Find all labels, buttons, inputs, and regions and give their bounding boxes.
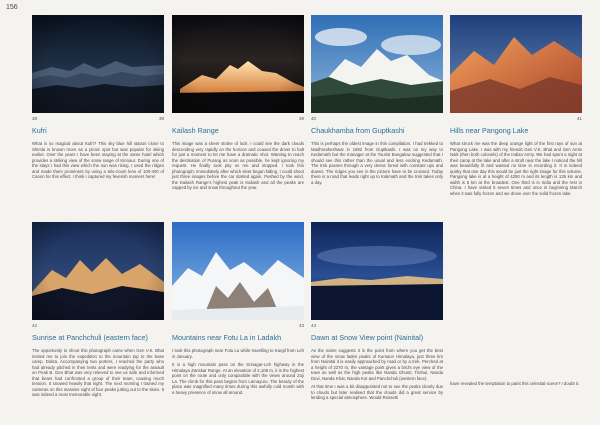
paragraph: The opportunity to shoot this photograph came when Gen V.K. Bhat invited me to join the expedition to the mountain top to the base camp. Dukta. Accompanying two porters, I reached the party who had already pitched in their tents and were readying for the assault on Peak B. Gen Bhat was very relieved to see us safe and informed that bears had confronted a group of their team, causing much tension. It snowed heavily that night. The next morning I trained my cameras on this massive sight of four peaks jutting out to the skies. It was indeed a most memorable sight. (32, 348, 164, 397)
photo-kailash (172, 15, 304, 113)
photo-entry-kailash (172, 15, 304, 191)
caption-row (311, 320, 443, 331)
photo-panchchuli (32, 222, 164, 320)
photo-number: 42 (32, 323, 38, 328)
paragraph: This image was a sheer stroke of luck. I could see the dark clouds descending very rapidly on the horizon and coaxed the driver to halt for just a moment to let me have a dramatic shot. Wanting to reach the destination of Purang as soon as possible, he kept ignoring my request. He finally took pity on me and stopped. I took this photograph; immediately after which sleet began falling. I could shoot just three images before the car started again. Pushed by the wind, the Kailash Range's highest peak is Kailash and all the peaks are capped by ice and snow throughout the year. (172, 141, 304, 190)
paragraph: I took this photograph near Fotu La while travelling to Kargil from Leh in January. (172, 348, 304, 359)
photo-description (311, 141, 443, 185)
pangong-image (450, 15, 582, 113)
photo-entry-chaukhamba (311, 15, 443, 185)
caption-row (450, 113, 582, 124)
photo-entry-kufri (32, 15, 164, 180)
photo-description (311, 348, 443, 401)
photo-description (172, 141, 304, 191)
paragraph: This is perhaps the oldest image in this compilation. I had trekked to Madhmaheshwar in 1982 from Guptkashi. I was on my way to Kedarnath but the manager at the Tourist Bungalow suggested that I should see this rather than the usual and less exciting Kedarnath. The trek passes through a very dense forest with constant ups and downs. The ridges you see in the picture have to be crossed. Today there is a road that leads right up to Kalimath and the trek takes only a day. (311, 141, 443, 185)
photo-title: Chaukhamba from Guptkashi (311, 126, 405, 135)
page-ref: 43 (298, 323, 304, 328)
photo-number: 38 (32, 116, 38, 121)
photo-fotu-la (172, 222, 304, 320)
photo-kufri (32, 15, 164, 113)
photo-entry-panchchuli (32, 222, 164, 398)
page-ref: 39 (298, 116, 304, 121)
photo-title: Mountains near Fotu La in Ladakh (172, 333, 282, 342)
caption-row (172, 320, 304, 331)
photo-title: Dawn at Snow View point (Nainital) (311, 333, 424, 342)
page-ref: 41 (576, 116, 582, 121)
photo-description (450, 141, 582, 196)
continuation-text: have revealed the temptation to paint this celestial scene? I doubt it. (450, 381, 580, 386)
fotu-la-image (172, 222, 304, 320)
caption-row (32, 320, 164, 331)
snow-view-image (311, 222, 443, 320)
caption-row (172, 113, 304, 124)
chaukhamba-image (311, 15, 443, 113)
photo-snow-view (311, 222, 443, 320)
photo-description (32, 348, 164, 398)
photo-entry-fotu-la (172, 222, 304, 395)
caption-row (311, 113, 443, 124)
photo-entry-pangong (450, 15, 582, 196)
page-ref: 39 (158, 116, 164, 121)
paragraph: As the name suggests it is the point from where you get the best view of the snow laden peaks of Kumaon Himalaya, just three km from Nainital it is easily approached by road or by a trek. Perched at a height of 2270 m, the vantage point gives a bird's eye view of the town as well as the high peaks like Nanda Ghunti, Trishul, Nanda Devi, Nanda Khat, Nanda Kot and Panchchuli (western face). (311, 348, 443, 381)
photo-title: Sunrise at Panchchuli (eastern face) (32, 333, 148, 342)
photo-number: 44 (311, 323, 317, 328)
photo-pangong (450, 15, 582, 113)
photo-description (32, 141, 164, 180)
caption-row (32, 113, 164, 124)
photo-number: 40 (311, 116, 317, 121)
paragraph: What struck me was the deep orange light of the first rays of sun at Pangong Lake. I was with my friends Gen V.K. Bhat and Gen Amin Naik (then both colonels) of the Indian Army. We had spent a night at their camp at the lake and after a stroll near the lake I noticed the hill was beautifully lit and wasted no time in recording it. It is indeed quirky that one day this would be just the right image for this volume. Pangong lake is at a height of 4250 m and its length is 135 km and width is 5 km at the broadest. One third is in India and the rest in China. I have visited it seven times and once in beginning March when it was fully frozen and we drove over the solid frozen lake. (450, 141, 582, 196)
photo-title: Kufri (32, 126, 47, 135)
photo-entry-snow-view (311, 222, 443, 401)
paragraph: What is so magical about Kufri? This sky blue hill station close to Shimla is known more as a picnic spot but was popular for skiing earlier. Over the years I have been staying at the same hotel which provides a striking view of the snow range of Kinnaur. During one of the stays I had this view which the sun was rising. I used the ridges and made them prominent by using a tele-zoom lens of 100-400 of Canon for this effect. I think I captured my feverish moment here! (32, 141, 164, 179)
photo-description (172, 348, 304, 395)
paragraph: At that time I was a bit disappointed not to see the peaks clearly due to clouds but later realised that the clouds did a great service by lending a special atmosphere. Would Rossetti (311, 384, 443, 400)
page-number: 156 (6, 4, 18, 11)
paragraph: It is a high mountain pass on the Srinagar-Leh highway in the Himalaya Zanskar Range. At an elevation of 4,108 m, it is the highest point on the route and only comparable with the views around Zoji La. The climb for this pass begins from Lamayuru. The beauty of the place was magnified many times during this awfully cold month with a heavy presence of snow all around. (172, 362, 304, 395)
photo-title: Hills near Pangong Lake (450, 126, 529, 135)
photo-title: Kailash Range (172, 126, 219, 135)
photo-chaukhamba (311, 15, 443, 113)
